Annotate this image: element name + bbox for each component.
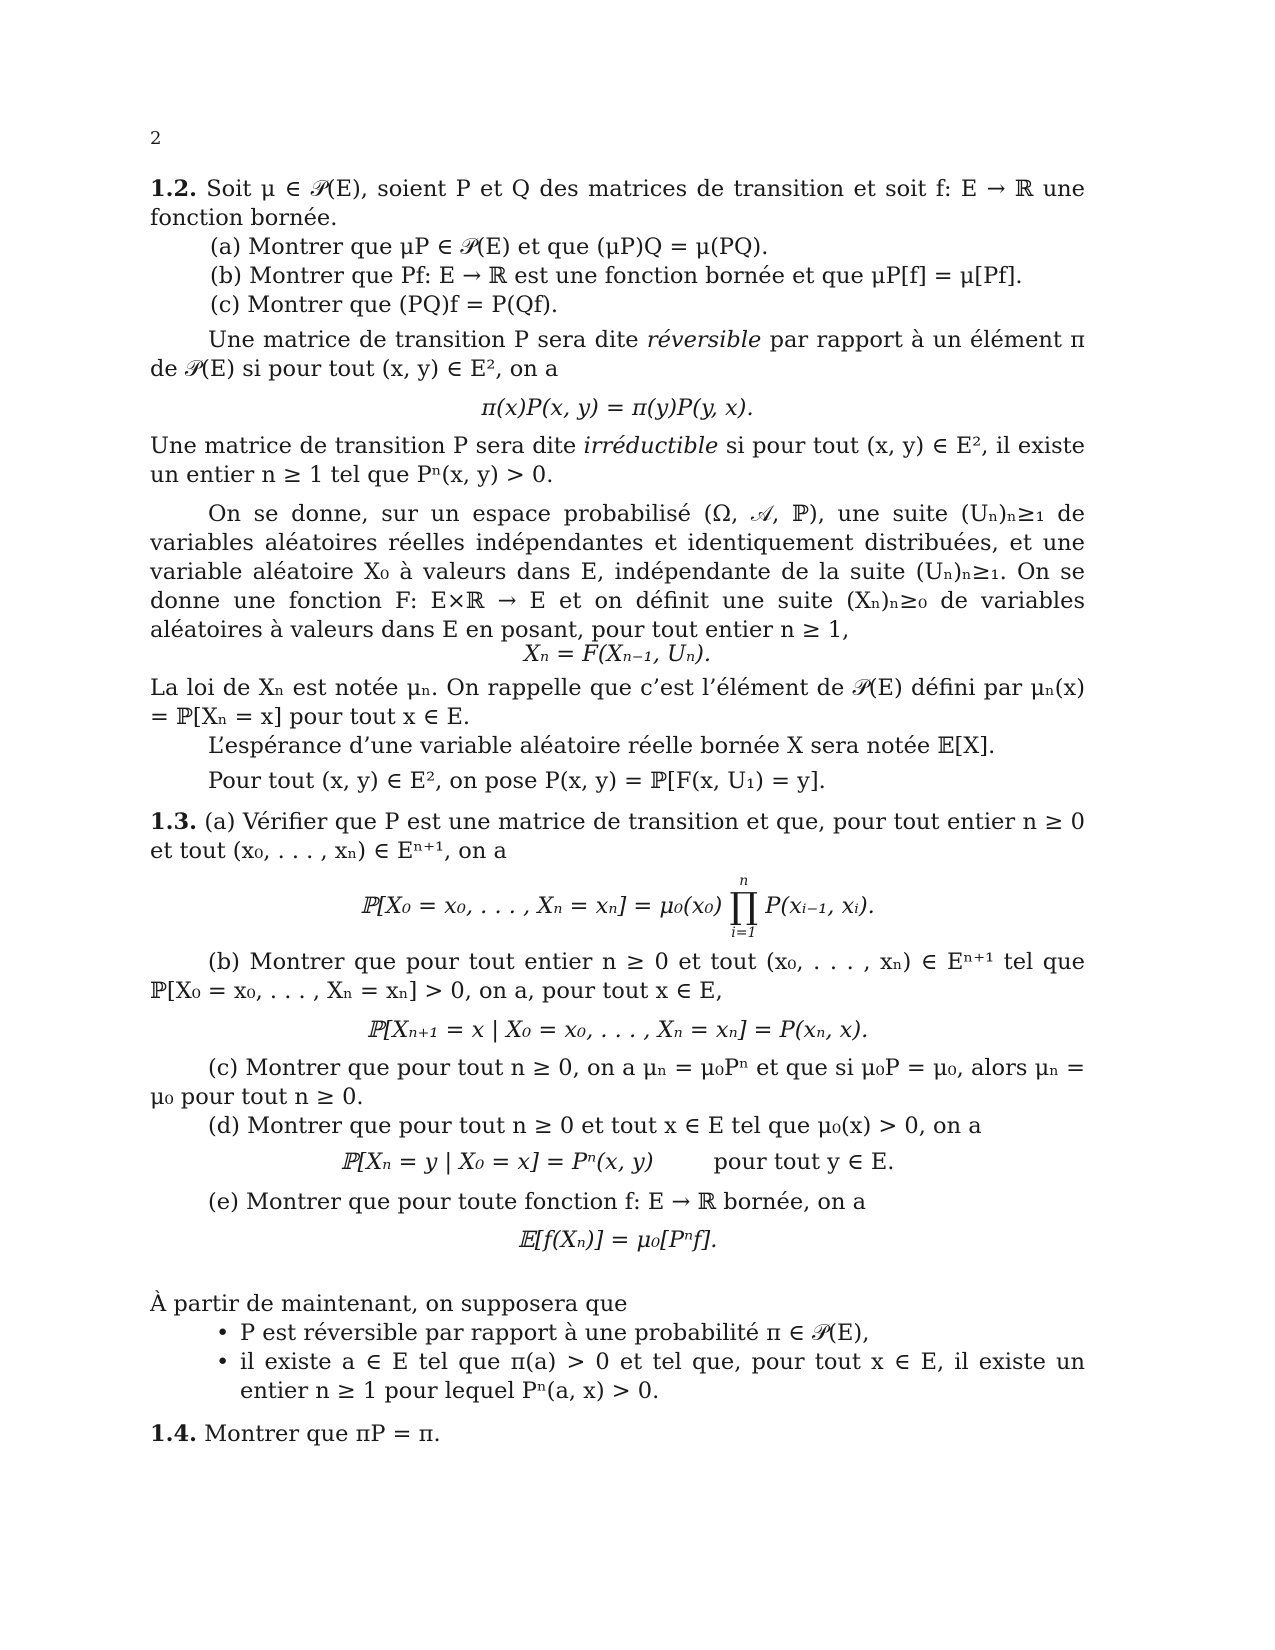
joint-law-equation xyxy=(150,872,1085,942)
question-label: 1.2. xyxy=(150,176,197,202)
recurrence-equation: Xₙ = F(Xₙ₋₁, Uₙ). xyxy=(523,641,712,667)
defined-term: irréductible xyxy=(583,433,719,459)
question-text: (c) Montrer que pour tout n ≥ 0, on a μₙ = μ₀Pⁿ et que si μ₀P = μ₀, alors μₙ = μ₀ pour tout n ≥ 0. xyxy=(150,1055,1085,1110)
question-1-3 xyxy=(150,808,1085,866)
reversibility-equation: π(x)P(x, y) = π(y)P(y, x). xyxy=(481,395,754,421)
text-part: si pour tout (x, y) ∈ E², il existe un entier n ≥ 1 tel que Pⁿ(x, y) > 0. xyxy=(150,433,1085,488)
question-1-3-d: (d) Montrer que pour tout n ≥ 0 et tout x ∈ E tel que μ₀(x) > 0, on a xyxy=(208,1113,982,1139)
question-1-3-b xyxy=(150,948,1085,1006)
question-body: Montrer que πP = π. xyxy=(204,1421,441,1447)
question-1-2 xyxy=(150,175,1085,320)
irreducible-definition xyxy=(150,432,1085,490)
question-1-2-b: (b) Montrer que Pf: E → ℝ est une fonction bornée et que μP[f] = μ[Pf]. xyxy=(210,263,1023,289)
question-text: (e) Montrer que pour toute fonction f: E → ℝ bornée, on a xyxy=(208,1189,867,1215)
assumptions-intro: À partir de maintenant, on supposera que xyxy=(150,1291,628,1317)
transition-equation xyxy=(150,1148,1085,1177)
question-label: 1.3. xyxy=(150,809,197,835)
assumptions xyxy=(150,1290,1085,1406)
question-label: 1.4. xyxy=(150,1421,197,1447)
text-part: Une matrice de transition P sera dite xyxy=(150,433,584,459)
document-page xyxy=(150,0,1085,1650)
question-1-3-c xyxy=(150,1054,1085,1141)
question-1-2-a: (a) Montrer que μP ∈ 𝒫(E) et que (μP)Q = μ(PQ). xyxy=(210,234,769,260)
question-text xyxy=(150,1420,1085,1449)
product-symbol: n ∏ i=1 xyxy=(729,873,759,941)
product-upper-bound: n xyxy=(739,873,749,889)
definition-text xyxy=(150,326,1085,384)
question-text: (a) Vérifier que P est une matrice de transition et que, pour tout entier n ≥ 0 et tout (x₀, . . . , xₙ) ∈ Eⁿ⁺¹, on a xyxy=(150,809,1086,864)
text-part: Une matrice de transition P sera dite xyxy=(208,327,647,353)
text-part: par rapport à un élément π de 𝒫(E) si pour tout (x, y) ∈ E², on a xyxy=(150,327,1085,382)
defined-term: réversible xyxy=(646,327,762,353)
equation-condition: pour tout y ∈ E. xyxy=(713,1149,895,1175)
question-text: Soit μ ∈ 𝒫(E), soient P et Q des matrices de transition et soit f: E → ℝ une fonction bornée. xyxy=(150,176,1085,231)
setup-text: On se donne, sur un espace probabilisé (Ω, 𝒜, ℙ), une suite (Uₙ)ₙ≥₁ de variables aléatoires réelles indépendantes et identiquement distribuées, et une variable aléatoire X₀ à valeurs dans E, indépendante de la suite (Uₙ)ₙ≥₁. On se donne une fonction F: E×ℝ → E et on définit une suite (Xₙ)ₙ≥₀ de variables aléatoires à valeurs dans E en posant, pour tout entier n ≥ 1, xyxy=(150,501,1085,643)
equation-right: P(xᵢ₋₁, xᵢ). xyxy=(765,893,875,919)
list-item: • P est réversible par rapport à une probabilité π ∈ 𝒫(E), xyxy=(240,1319,1085,1348)
setup-paragraph xyxy=(150,500,1085,645)
question-1-3-a xyxy=(150,808,1085,866)
question-1-2-c: (c) Montrer que (PQ)f = P(Qf). xyxy=(210,292,559,318)
question-1-4 xyxy=(150,1420,1085,1449)
p-definition-text: Pour tout (x, y) ∈ E², on pose P(x, y) = ℙ[F(x, U₁) = y]. xyxy=(208,768,826,794)
equation-left: ℙ[X₀ = x₀, . . . , Xₙ = xₙ] = μ₀(x₀) xyxy=(360,893,723,919)
law-text: La loi de Xₙ est notée μₙ. On rappelle que c’est l’élément de 𝒫(E) défini par μₙ(x) = ℙ[Xₙ = x] pour tout x ∈ E. xyxy=(150,675,1085,730)
list-item: • il existe a ∈ E tel que π(a) > 0 et tel que, pour tout x ∈ E, il existe un entier n ≥ 1 pour lequel Pⁿ(a, x) > 0. xyxy=(240,1348,1085,1406)
question-text: (b) Montrer que pour tout entier n ≥ 0 et tout (x₀, . . . , xₙ) ∈ Eⁿ⁺¹ tel que ℙ[X₀ = x₀, . . . , Xₙ = xₙ] > 0, on a, pour tout x ∈ E, xyxy=(150,949,1085,1004)
assumptions-list xyxy=(150,1319,1085,1406)
expectation-text: L’espérance d’une variable aléatoire réelle bornée X sera notée 𝔼[X]. xyxy=(208,733,996,759)
question-1-2-intro xyxy=(150,175,1085,233)
definition-text xyxy=(150,432,1085,490)
equation: ℙ[Xₙ = y | X₀ = x] = Pⁿ(x, y) xyxy=(340,1149,654,1175)
law-paragraph xyxy=(150,674,1085,796)
markov-equation: ℙ[Xₙ₊₁ = x | X₀ = x₀, . . . , Xₙ = xₙ] = P(xₙ, x). xyxy=(366,1017,869,1043)
expectation-equation: 𝔼[f(Xₙ)] = μ₀[Pⁿf]. xyxy=(517,1227,718,1253)
question-1-3-e xyxy=(150,1188,1085,1217)
reversible-definition xyxy=(150,326,1085,384)
product-lower-bound: i=1 xyxy=(731,925,757,941)
page-number: 2 xyxy=(150,128,162,149)
